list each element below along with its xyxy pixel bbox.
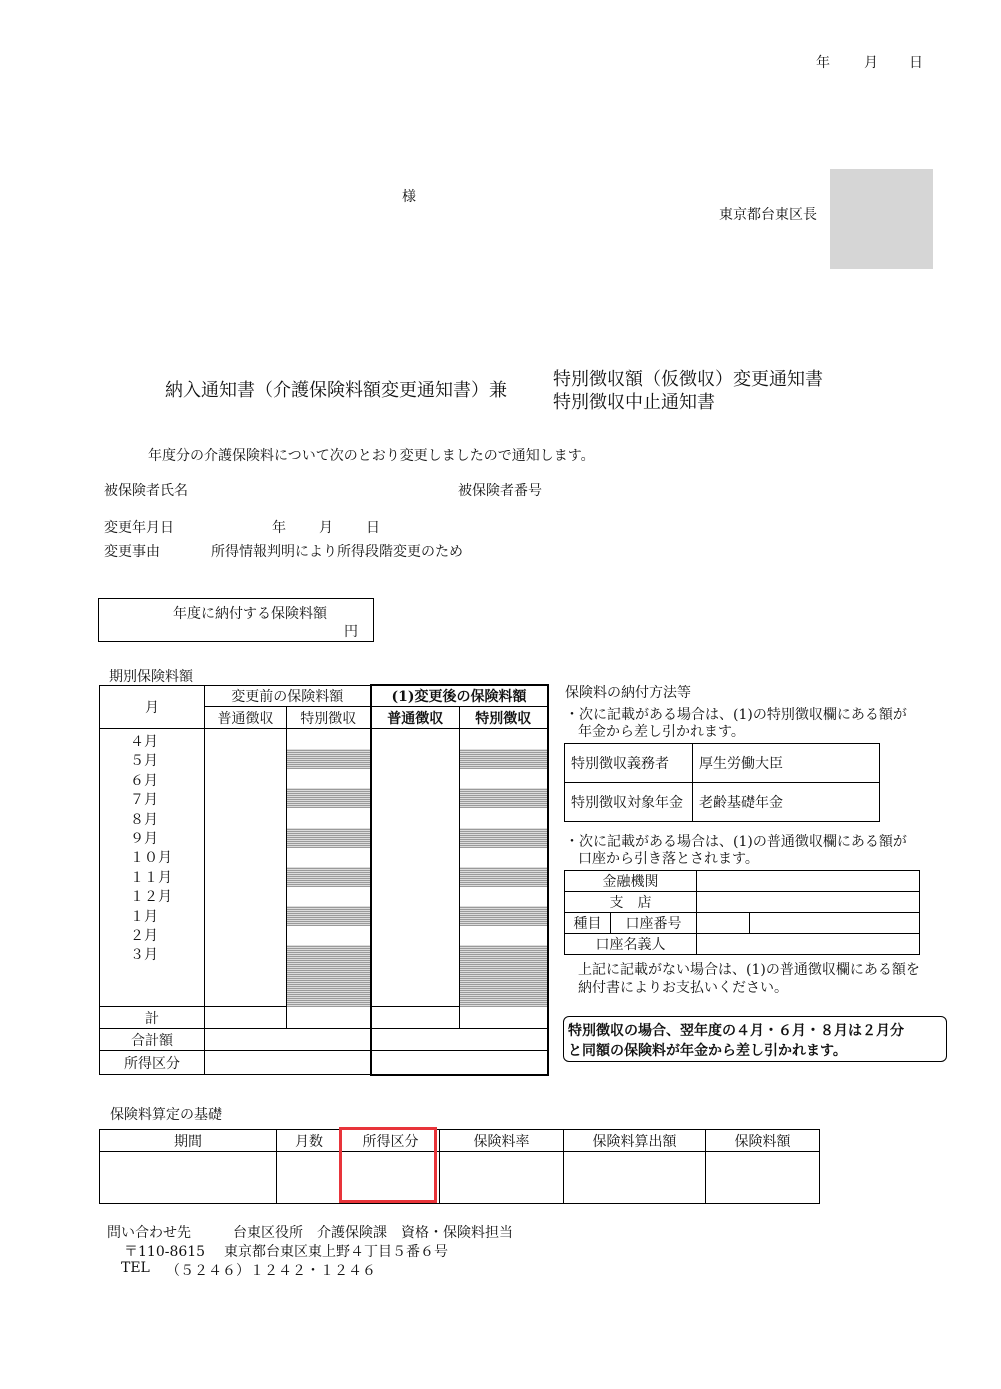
before-ordinary-header: 普通徴収 bbox=[205, 707, 287, 729]
calc-header-amount: 保険料額 bbox=[706, 1130, 820, 1152]
bank-label: 金融機関 bbox=[565, 871, 697, 892]
addressee-suffix: 様 bbox=[402, 189, 416, 205]
insured-number-label: 被保険者番号 bbox=[458, 483, 542, 499]
month-item: ４月 bbox=[130, 734, 158, 750]
bank-account-table bbox=[564, 870, 920, 955]
official-seal bbox=[830, 169, 933, 269]
month-item: ３月 bbox=[130, 947, 158, 964]
highlight-box bbox=[339, 1127, 437, 1203]
calc-header-period: 期間 bbox=[100, 1130, 277, 1152]
hatched-band bbox=[460, 945, 547, 1007]
month-list bbox=[100, 729, 205, 1007]
calc-header-income-class: 所得区分 bbox=[342, 1130, 440, 1152]
change-reason-label: 変更事由 bbox=[104, 544, 160, 560]
type-label: 種目 bbox=[565, 913, 611, 934]
calc-header-months: 月数 bbox=[277, 1130, 342, 1152]
method-note2: ・次に記載がある場合は、(1)の普通徴収欄にある額が bbox=[565, 834, 907, 850]
period-premium-table bbox=[99, 684, 549, 1076]
title-main: 納入通知書（介護保険料額変更通知書）兼 bbox=[165, 380, 507, 401]
hatched-band bbox=[287, 867, 370, 887]
month-item: １２月 bbox=[130, 889, 172, 906]
month-item: ８月 bbox=[130, 811, 158, 828]
contact-tel: （５２４６）１２４２・１２４６ bbox=[166, 1263, 376, 1279]
account-name-label: 口座名義人 bbox=[565, 934, 697, 955]
month-item: ６月 bbox=[130, 772, 158, 789]
calc-caption: 保険料算定の基礎 bbox=[110, 1107, 222, 1123]
after-special-cells bbox=[460, 729, 548, 1007]
change-date-month: 月 bbox=[319, 520, 333, 536]
method-title: 保険料の納付方法等 bbox=[565, 685, 691, 701]
hatched-band bbox=[460, 788, 547, 808]
hatched-band bbox=[460, 828, 547, 848]
hatched-band bbox=[287, 749, 370, 769]
hatched-band bbox=[460, 749, 547, 769]
contact-tel-label: TEL bbox=[121, 1260, 150, 1276]
after-header: (1)変更後の保険料額 bbox=[371, 685, 548, 707]
notice-line1: 特別徴収の場合、翌年度の４月・６月・８月は２月分 bbox=[568, 1023, 904, 1039]
obligor-value: 厚生労働大臣 bbox=[693, 744, 880, 783]
month-header: 月 bbox=[100, 685, 205, 729]
pension-label: 特別徴収対象年金 bbox=[565, 783, 693, 822]
month-item: １月 bbox=[130, 908, 158, 925]
pension-value: 老齢基礎年金 bbox=[693, 783, 880, 822]
hatched-band bbox=[460, 906, 547, 926]
title-line2: 特別徴収中止通知書 bbox=[553, 392, 715, 413]
insured-name-label: 被保険者氏名 bbox=[104, 483, 188, 499]
after-ordinary-header: 普通徴収 bbox=[371, 707, 460, 729]
calc-basis-table bbox=[99, 1129, 820, 1204]
issuer-name: 東京都台東区長 bbox=[719, 207, 817, 223]
date-month-label: 月 bbox=[864, 55, 878, 71]
contact-label: 問い合わせ先 bbox=[107, 1225, 191, 1241]
change-date-year: 年 bbox=[272, 520, 286, 536]
after-ordinary-cells bbox=[371, 729, 460, 1007]
special-collection-table bbox=[564, 743, 880, 822]
change-date-label: 変更年月日 bbox=[104, 520, 174, 536]
month-item: １１月 bbox=[130, 869, 172, 886]
before-special-header: 特別徴収 bbox=[287, 707, 371, 729]
special-collection-notice bbox=[563, 1016, 947, 1062]
grand-total-label: 合計額 bbox=[100, 1029, 205, 1051]
notice-line2: と同額の保険料が年金から差し引かれます。 bbox=[568, 1043, 847, 1059]
change-reason-value: 所得情報判明により所得段階変更のため bbox=[211, 544, 463, 560]
hatched-band bbox=[287, 788, 370, 808]
month-item: ９月 bbox=[130, 831, 158, 848]
month-item: １０月 bbox=[130, 850, 172, 867]
before-special-cells bbox=[287, 729, 371, 1007]
title-line1: 特別徴収額（仮徴収）変更通知書 bbox=[553, 369, 823, 390]
annual-amount-box bbox=[98, 598, 374, 642]
annual-amount-label: 年度に納付する保険料額 bbox=[173, 606, 327, 622]
month-item: ７月 bbox=[130, 792, 158, 809]
hatched-band bbox=[287, 906, 370, 926]
intro-text: 年度分の介護保険料について次のとおり変更しましたので通知します。 bbox=[148, 448, 595, 464]
contact-office: 台東区役所 介護保険課 資格・保険料担当 bbox=[233, 1225, 513, 1241]
before-ordinary-cells bbox=[205, 729, 287, 1007]
account-no-label: 口座番号 bbox=[611, 913, 697, 934]
calc-header-rate: 保険料率 bbox=[440, 1130, 564, 1152]
month-item: ５月 bbox=[130, 753, 158, 770]
branch-label: 支 店 bbox=[565, 892, 697, 913]
method-note2b: 口座から引き落とされます。 bbox=[578, 851, 759, 867]
method-note3: 上記に記載がない場合は、(1)の普通徴収欄にある額を bbox=[578, 962, 920, 978]
before-header: 変更前の保険料額 bbox=[205, 685, 371, 707]
contact-address: 東京都台東区東上野４丁目５番６号 bbox=[224, 1244, 448, 1260]
after-special-header: 特別徴収 bbox=[460, 707, 548, 729]
method-note1: ・次に記載がある場合は、(1)の特別徴収欄にある額が bbox=[565, 707, 907, 723]
month-item: ２月 bbox=[130, 928, 158, 945]
calc-header-calculated: 保険料算出額 bbox=[564, 1130, 706, 1152]
hatched-band bbox=[287, 945, 370, 1007]
contact-postal: 〒110-8615 bbox=[124, 1244, 206, 1260]
annual-amount-unit: 円 bbox=[344, 624, 358, 640]
period-table-caption: 期別保険料額 bbox=[109, 669, 193, 685]
date-year-label: 年 bbox=[816, 55, 830, 71]
date-day-label: 日 bbox=[909, 55, 923, 71]
hatched-band bbox=[460, 867, 547, 887]
hatched-band bbox=[287, 828, 370, 848]
obligor-label: 特別徴収義務者 bbox=[565, 744, 693, 783]
method-note1b: 年金から差し引かれます。 bbox=[578, 724, 745, 740]
method-note3b: 納付書によりお支払いください。 bbox=[578, 980, 788, 996]
change-date-day: 日 bbox=[366, 520, 380, 536]
income-class-label: 所得区分 bbox=[100, 1051, 205, 1075]
total-label: 計 bbox=[100, 1007, 205, 1029]
